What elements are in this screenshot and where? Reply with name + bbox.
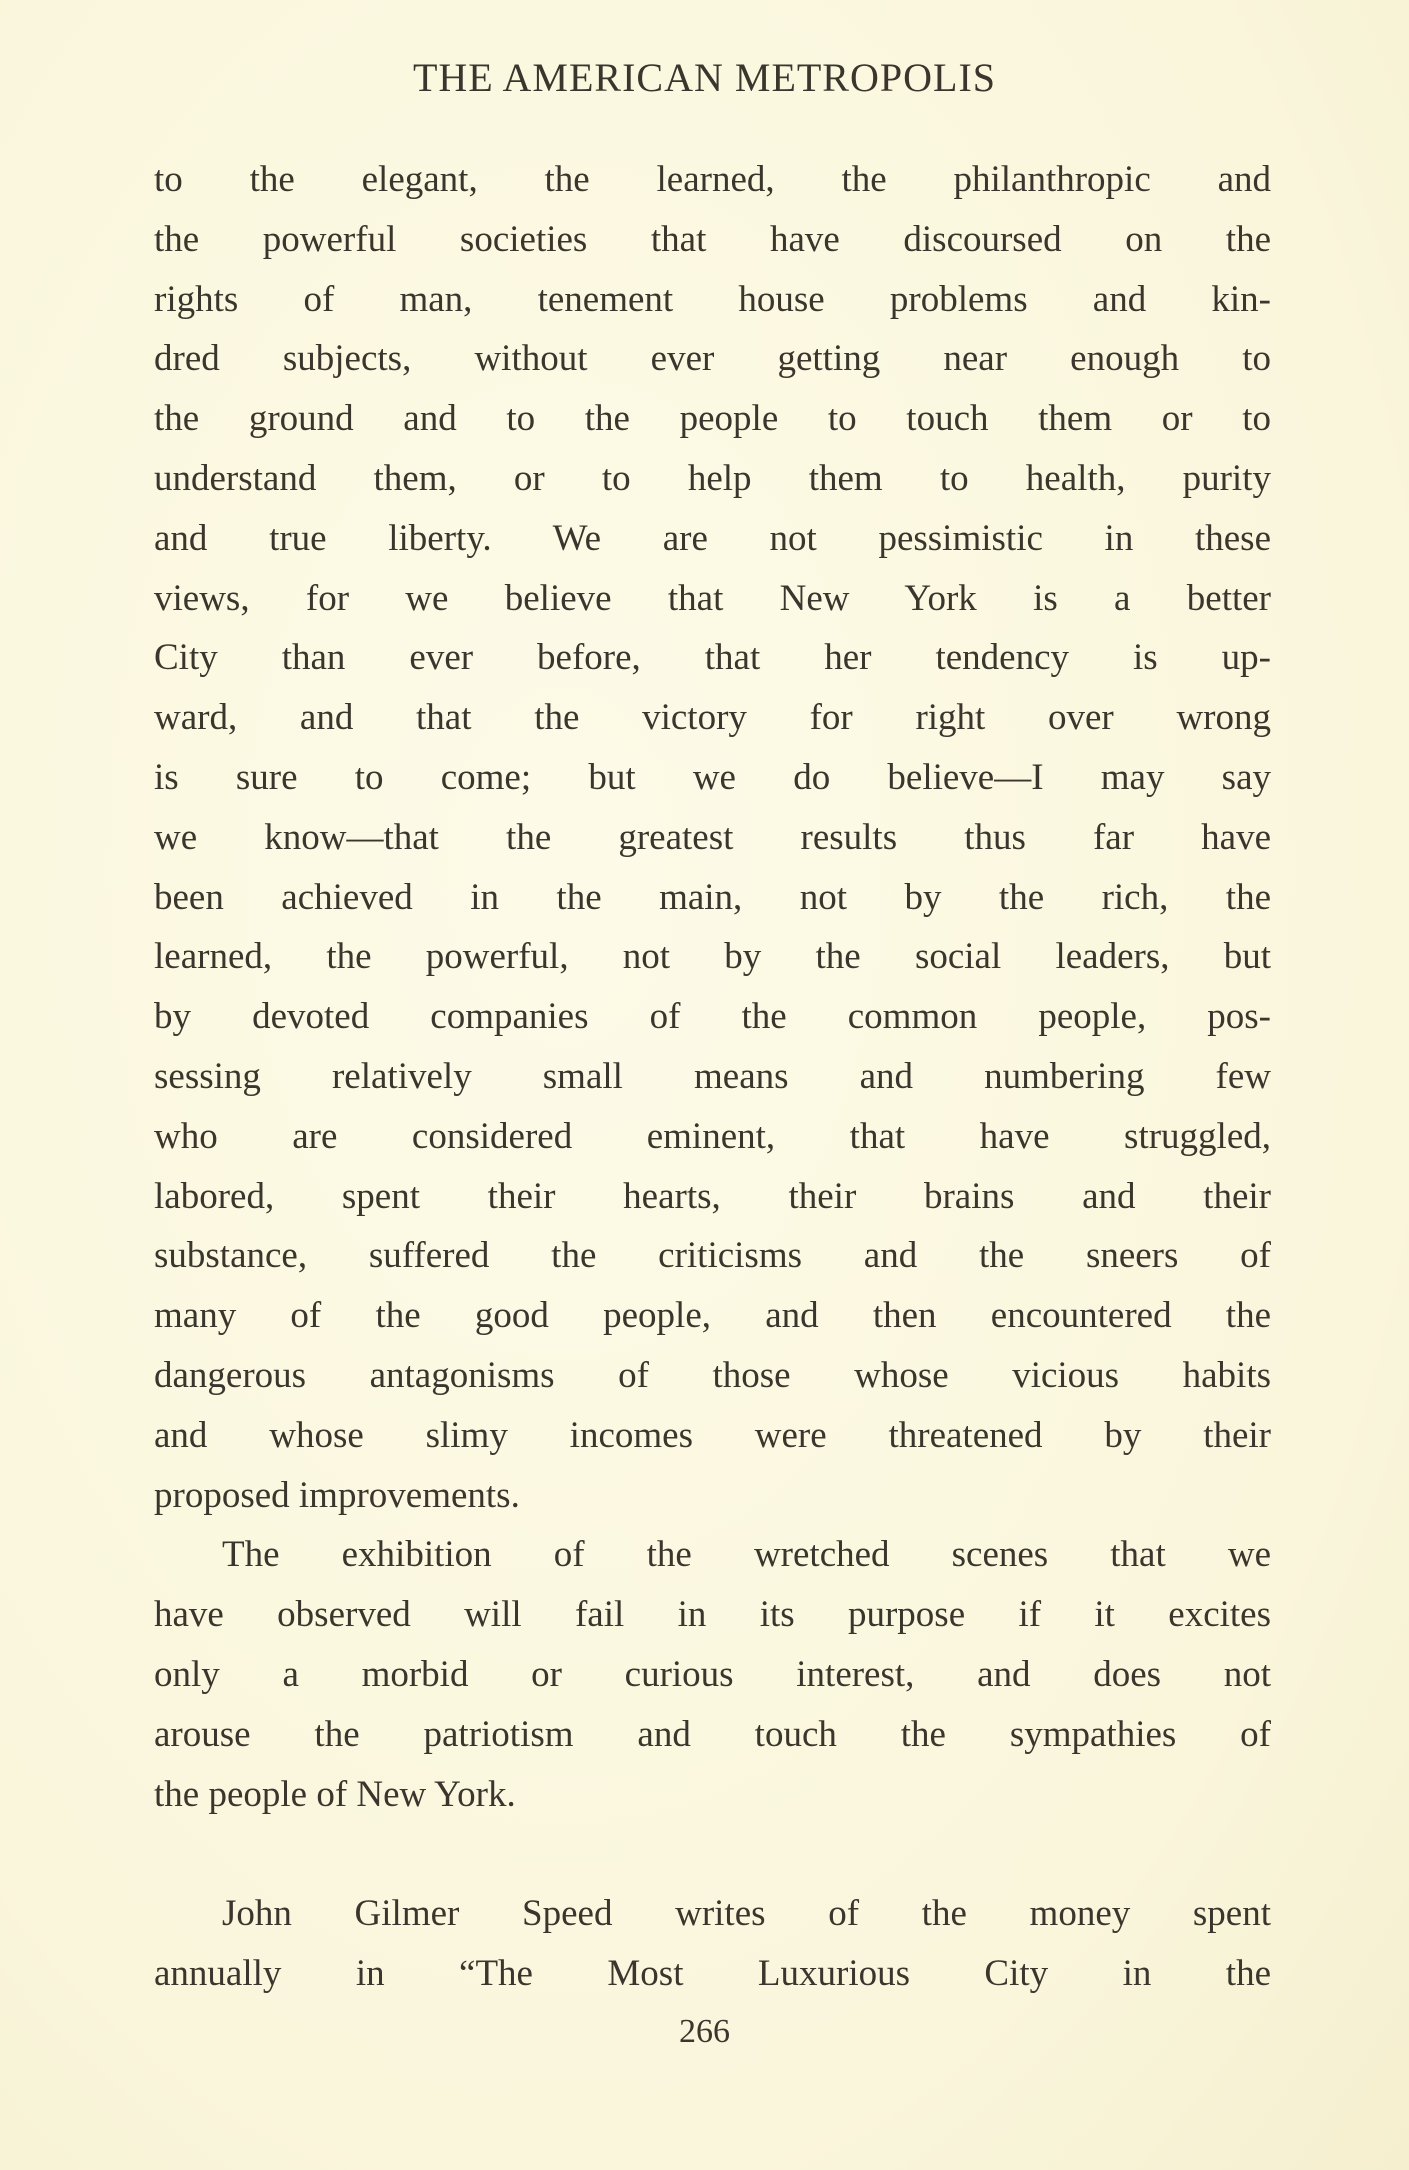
running-head: THE AMERICAN METROPOLIS	[412, 55, 997, 100]
text-line: dangerous antagonisms of those whose vicious habits	[154, 1355, 1271, 1396]
text-line: is sure to come; but we do believe—I may say	[154, 757, 1271, 798]
text-line: only a morbid or curious interest, and does not	[154, 1654, 1271, 1695]
text-line: the people of New York.	[154, 1773, 516, 1815]
text-line: and true liberty. We are not pessimistic in these	[154, 517, 1271, 559]
text-line: the powerful societies that have discoursed on the	[154, 218, 1271, 260]
text-line: views, for we believe that New York is a better	[154, 577, 1271, 619]
text-line: by devoted companies of the common people, pos-	[154, 996, 1271, 1038]
text-line: annually in “The Most Luxurious City in the	[154, 1953, 1271, 1994]
text-line: rights of man, tenement house problems and kin-	[154, 278, 1271, 320]
text-line: The exhibition of the wretched scenes that we	[222, 1534, 1271, 1576]
text-line: arouse the patriotism and touch the sympathies of	[154, 1713, 1271, 1755]
text-line: dred subjects, without ever getting near enough to	[154, 338, 1271, 380]
text-line: sessing relatively small means and numbering few	[154, 1056, 1271, 1097]
text-line: City than ever before, that her tendency is up-	[154, 637, 1271, 679]
text-line: labored, spent their hearts, their brains and their	[154, 1175, 1271, 1217]
text-line: been achieved in the main, not by the rich, the	[154, 876, 1271, 918]
text-line: and whose slimy incomes were threatened by their	[154, 1414, 1271, 1456]
text-line: learned, the powerful, not by the social leaders, but	[154, 936, 1271, 978]
text-line: who are considered eminent, that have struggled,	[154, 1115, 1271, 1157]
text-line: many of the good people, and then encountered the	[154, 1295, 1271, 1337]
text-line: the ground and to the people to touch them or to	[154, 398, 1271, 440]
text-line: John Gilmer Speed writes of the money spent	[222, 1893, 1271, 1935]
text-line: to the elegant, the learned, the philanthropic and	[154, 159, 1271, 200]
text-line: substance, suffered the criticisms and the sneers of	[154, 1235, 1271, 1277]
text-line: have observed will fail in its purpose if it excites	[154, 1594, 1271, 1636]
text-line: understand them, or to help them to health, purity	[154, 458, 1271, 499]
text-line: we know—that the greatest results thus far have	[154, 816, 1271, 858]
page-number: 266	[679, 2013, 730, 2050]
text-line: proposed improvements.	[154, 1474, 520, 1516]
text-line: ward, and that the victory for right over wrong	[154, 697, 1271, 739]
